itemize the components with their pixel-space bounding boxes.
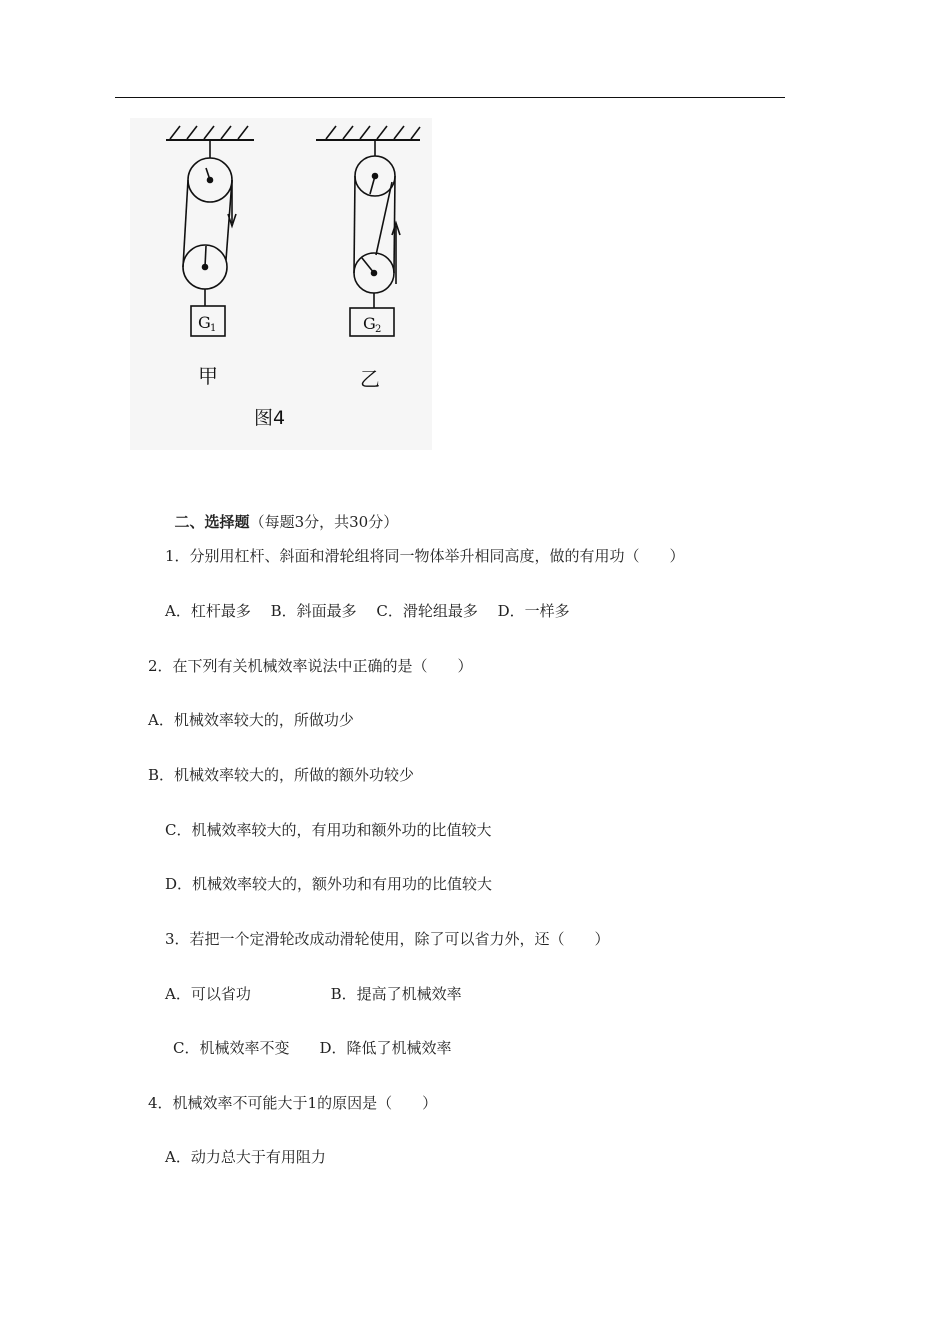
section-heading <box>165 492 398 532</box>
question-2-option-a: A．机械效率较大的，所做功少 <box>148 711 354 729</box>
question-4: 4．机械效率不可能大于1的原因是（ ） <box>148 1094 438 1112</box>
pulley-diagram <box>130 118 432 450</box>
question-3-options-ab: A．可以省功 B．提高了机械效率 <box>165 985 462 1003</box>
question-3: 3．若把一个定滑轮改成动滑轮使用，除了可以省力外，还（ ） <box>165 930 610 948</box>
question-2-option-b: B．机械效率较大的，所做的额外功较少 <box>148 766 415 784</box>
question-2-option-c: C．机械效率较大的，有用功和额外功的比值较大 <box>165 821 492 839</box>
weight-subscript-right: 2 <box>375 324 382 335</box>
section-title: 二、选择题 <box>174 513 250 531</box>
question-2: 2．在下列有关机械效率说法中正确的是（ ） <box>148 657 473 675</box>
pulley-system-right <box>316 126 420 336</box>
weight-label-right: G <box>363 314 376 333</box>
right-setup-label: 乙 <box>360 367 380 391</box>
question-1: 1．分别用杠杆、斜面和滑轮组将同一物体举升相同高度，做的有用功（ ） <box>165 547 685 565</box>
weight-subscript-left: 1 <box>210 323 217 334</box>
weight-label-left: G <box>198 313 211 332</box>
question-4-option-a: A．动力总大于有用阻力 <box>165 1148 326 1166</box>
section-note: （每题3分，共30分） <box>249 513 399 531</box>
question-2-option-d: D．机械效率较大的，额外功和有用功的比值较大 <box>165 875 493 893</box>
header-rule <box>115 97 785 98</box>
pulley-figure <box>130 118 432 450</box>
left-setup-label: 甲 <box>198 364 218 388</box>
question-1-options: A．杠杆最多 B．斜面最多 C．滑轮组最多 D．一样多 <box>165 602 570 620</box>
pulley-system-left <box>166 126 254 336</box>
question-3-options-cd: C．机械效率不变 D．降低了机械效率 <box>173 1039 452 1057</box>
figure-caption: 图4 <box>254 407 286 429</box>
